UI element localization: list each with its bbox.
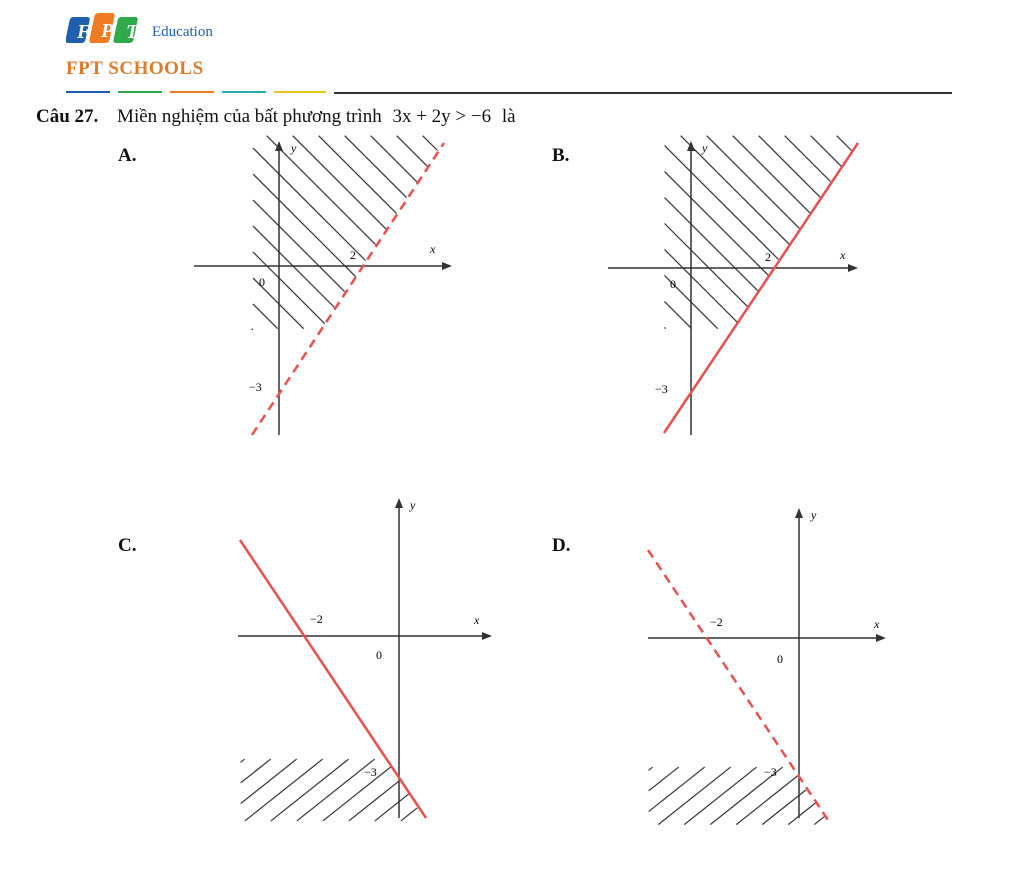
question-suffix: là [501, 106, 516, 127]
y-axis-arrow-icon [395, 498, 403, 508]
brand-title: FPT SCHOOLS [66, 58, 204, 79]
hatch-line [253, 304, 278, 329]
hatch-line [297, 759, 375, 821]
hatch-line [253, 226, 335, 308]
hatch-line [319, 136, 397, 214]
rule-dark [334, 92, 952, 94]
hatch-line [665, 198, 759, 292]
hatch-line [759, 136, 821, 198]
hatch-line [788, 803, 815, 825]
hatch-line [664, 223, 747, 306]
hatch-line [253, 200, 345, 292]
origin-label: 0 [670, 277, 676, 291]
x-axis-label: x [840, 248, 846, 262]
y-intercept-label: −3 [764, 765, 777, 779]
x-axis-label: x [874, 617, 880, 631]
rule-orange [170, 91, 214, 93]
hatch-line [253, 174, 356, 277]
origin-label: 0 [376, 648, 382, 662]
y-axis-arrow-icon [795, 508, 803, 518]
x-axis-label: x [430, 242, 436, 256]
x-axis-arrow-icon [482, 632, 492, 640]
hatch-line [811, 136, 842, 167]
y-axis-label: y [811, 508, 817, 522]
rule-teal [222, 91, 266, 93]
boundary-line [252, 143, 444, 435]
hatch-line [681, 136, 790, 245]
y-intercept-label: −3 [249, 380, 262, 394]
option-c-graph[interactable] [236, 492, 502, 822]
x-intercept-label: 2 [765, 250, 771, 264]
hatch-line [323, 767, 391, 821]
y-axis-label: y [291, 141, 297, 155]
hatch-line [649, 767, 653, 770]
x-intercept-label: −2 [710, 615, 723, 629]
option-d-label[interactable]: D. [552, 535, 571, 556]
option-d-graph[interactable] [644, 500, 894, 825]
hatch-line [736, 776, 797, 825]
hatch-line [707, 136, 800, 229]
hatch-line [814, 816, 825, 825]
y-axis-label: y [410, 498, 416, 512]
x-intercept-label: −2 [310, 612, 323, 626]
rule-yellow [274, 91, 326, 93]
fpt-education-logo [66, 9, 226, 49]
question [36, 106, 516, 128]
question-expression: 3x + 2y > −6 [392, 106, 492, 127]
logo-sub-text: Education [152, 24, 213, 40]
x-axis-arrow-icon [876, 634, 886, 642]
hatch-line [267, 136, 376, 245]
hatch-line [371, 136, 418, 183]
hatch-line [245, 759, 323, 821]
option-a-label[interactable]: A. [118, 145, 137, 166]
svg-text:P: P [101, 20, 114, 42]
hatch-line [241, 759, 245, 762]
origin-label: 0 [259, 275, 265, 289]
fpt-logo-icon [66, 13, 139, 43]
hatch-line [349, 781, 400, 821]
option-c-label[interactable]: C. [118, 535, 137, 556]
hatch-line [423, 136, 438, 151]
hatch-line [241, 759, 271, 783]
hatch-line [665, 172, 769, 276]
origin-label: 0 [777, 652, 783, 666]
option-b-label[interactable]: B. [552, 145, 570, 166]
hatch-line [837, 136, 852, 151]
hatch-line [375, 794, 409, 821]
hatch-line [665, 146, 779, 260]
question-number: Câu 27. [36, 106, 99, 127]
hatch-line [241, 759, 297, 803]
hatch-line [345, 136, 407, 198]
x-intercept-label: 2 [350, 248, 356, 262]
rule-blue [66, 91, 110, 93]
svg-text:T: T [126, 21, 139, 43]
hatch-line [397, 136, 428, 167]
y-intercept-label: −3 [364, 765, 377, 779]
hatch-line [733, 136, 811, 214]
hatch-line [293, 136, 387, 230]
hatch-line [649, 767, 705, 811]
rule-green [118, 91, 162, 93]
boundary-line [648, 550, 828, 820]
hatch-line [401, 808, 417, 821]
x-axis-label: x [474, 613, 480, 627]
question-text: Miền nghiệm của bất phương trình [117, 106, 382, 127]
option-a-graph[interactable] [190, 135, 460, 440]
y-axis-label: y [702, 141, 708, 155]
hatch-line [664, 327, 665, 328]
hatch-line [271, 759, 349, 821]
y-intercept-label: −3 [655, 382, 668, 396]
hatch-line [785, 136, 831, 182]
option-b-graph[interactable] [604, 135, 864, 440]
hatch-line [664, 301, 691, 328]
hatch-line [649, 767, 679, 791]
boundary-line [240, 540, 426, 818]
x-axis-arrow-icon [848, 264, 858, 272]
hatch-line [252, 329, 253, 330]
boundary-line [664, 143, 858, 433]
svg-text:F: F [77, 21, 91, 43]
x-axis-arrow-icon [442, 262, 452, 270]
